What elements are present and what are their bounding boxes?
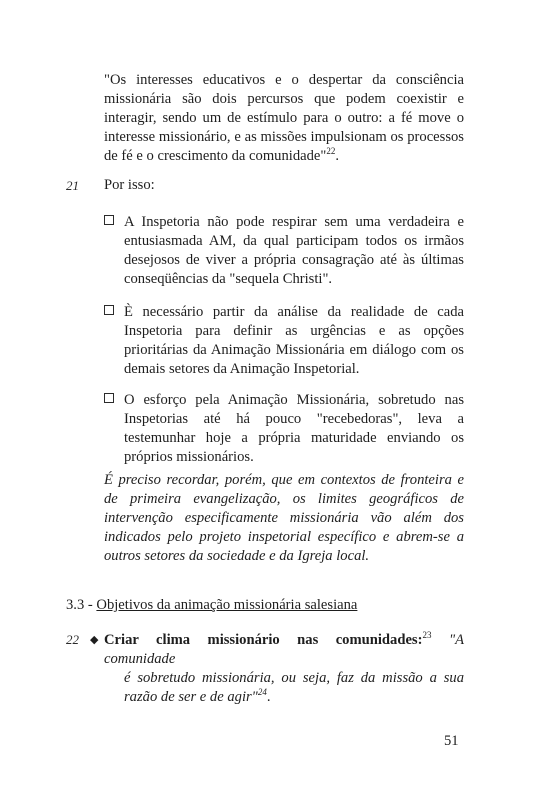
paragraph-number-21: 21 — [66, 178, 79, 193]
bullet-text: A Inspetoria não pode respirar sem uma verdadeira e entusiasmada AM, da qual participam todos os irmãos desejosos de viver a própria consagração até às últimas conseqüências da "sequela Christi". — [124, 214, 464, 287]
section-heading — [66, 597, 357, 614]
paragraph-22-heading: Criar clima missionário nas comunidades: — [104, 632, 423, 648]
footnote-ref-24[interactable]: 24 — [257, 687, 267, 698]
bullet-item — [104, 213, 464, 289]
closing-paragraph: É preciso recordar, porém, que em contextos de fronteira e de primeira evangelização, os limites geográficos de intervenção especificamente missionária vão além dos indicados pelo projeto inspetorial específico e abrem-se a outros setores da sociedade e da Igreja local. — [104, 472, 464, 564]
opening-quote-end: . — [335, 148, 339, 164]
paragraph-22-quote — [104, 669, 464, 707]
paragraph-number-22: 22 — [66, 632, 79, 647]
section-title: Objetivos da animação missionária salesiana — [96, 597, 358, 613]
opening-quote — [104, 71, 464, 166]
paragraph-22 — [90, 631, 464, 707]
checkbox-bullet-icon — [104, 215, 114, 225]
bullet-text: O esforço pela Animação Missionária, sobretudo nas Inspetorias até há pouco "recebedoras", leva a testemunhar hoje a própria maturidade enviando os próprios missionários. — [124, 392, 464, 465]
paragraph-22-first-line — [104, 631, 464, 669]
bullet-item — [104, 303, 464, 379]
checkbox-bullet-icon — [104, 305, 114, 315]
section-number: 3.3 - — [66, 597, 97, 613]
footnote-ref-22[interactable]: 22 — [326, 146, 336, 157]
checkbox-bullet-icon — [104, 393, 114, 403]
diamond-bullet-icon: ◆ — [90, 634, 99, 646]
footnote-ref-23[interactable]: 23 — [422, 630, 432, 641]
opening-quote-text: "Os interesses educativos e o despertar da consciência missionária são dois percursos que podem coexistir e interagir, sendo um de estímulo para o outro: a fé move o interesse missionário, e as missões impulsionam os processos de fé e o crescimento da comunidade" — [104, 72, 464, 164]
bullet-text: È necessário partir da análise da realidade de cada Inspetoria para definir as urgências e as opções prioritárias da Animação Missionária em diálogo com os demais setores da Animação Inspetorial. — [124, 304, 464, 377]
paragraph-21-lead: Por isso: — [104, 177, 155, 193]
paragraph-22-end: . — [266, 689, 271, 705]
page-number: 51 — [444, 733, 459, 749]
paragraph-22-body — [104, 631, 464, 707]
paragraph-22-quote-start: "A comunidade — [104, 632, 464, 667]
bullet-item — [104, 391, 464, 467]
paragraph-22-quote-rest: é sobretudo missionária, ou seja, faz da missão a sua razão de ser e de agir" — [124, 670, 464, 705]
